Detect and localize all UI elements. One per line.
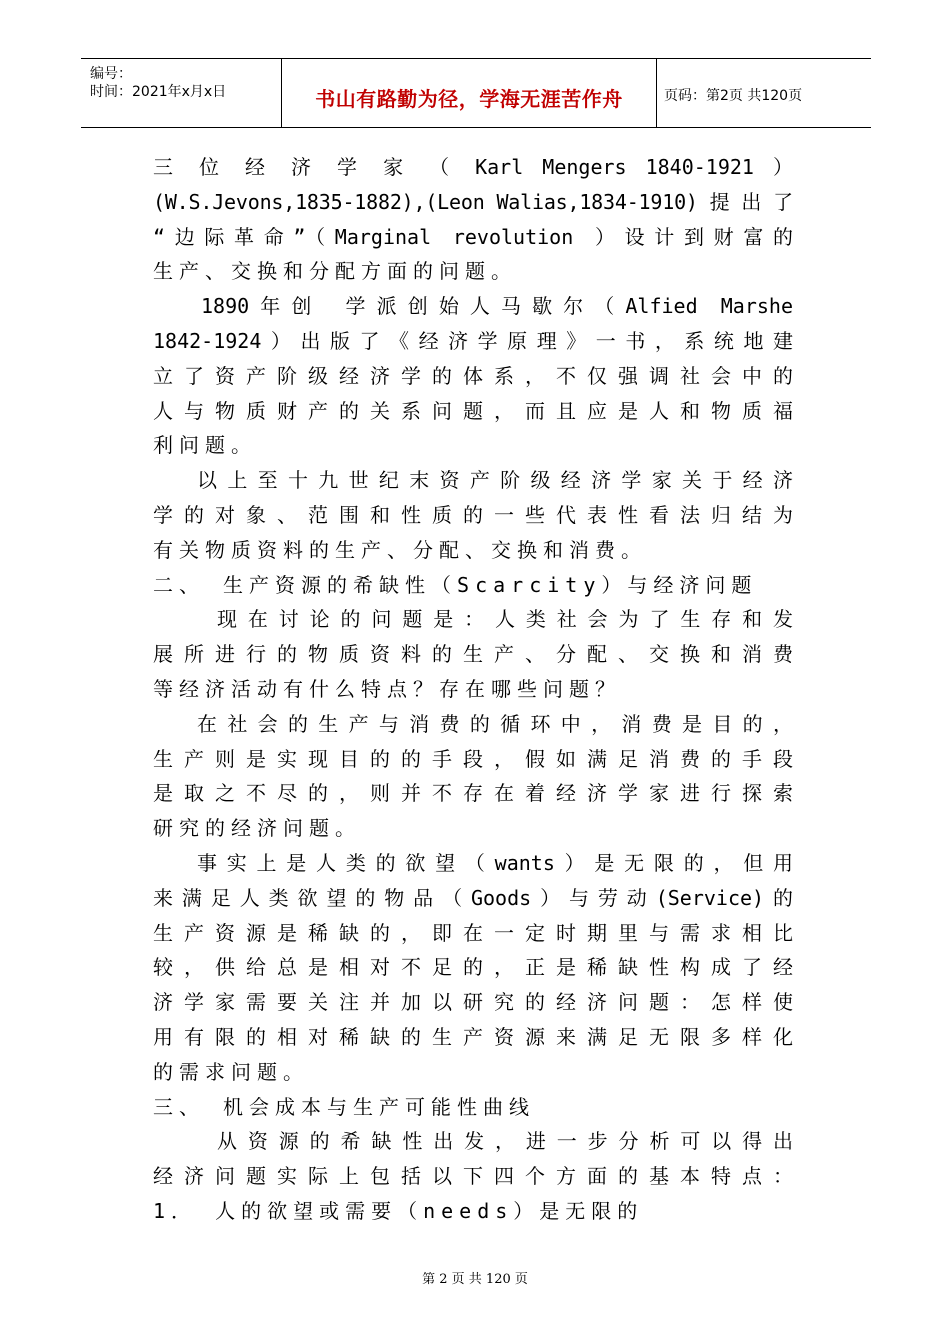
document-code-label: 编号： <box>90 66 132 82</box>
paragraph-line: 利问题。 <box>153 433 257 458</box>
paragraph-line: 现在讨论的问题是：人类社会为了生存和发 <box>217 607 793 632</box>
paragraph-line: 生产资源是稀缺的，即在一定时期里与需求相比 <box>153 920 793 945</box>
paragraph-line: 从资源的希缺性出发，进一步分析可以得出 <box>217 1129 793 1154</box>
paragraph-line: 事实上是人类的欲望（wants）是无限的，但用 <box>197 850 793 875</box>
section-heading-line: 三、 机会成本与生产可能性曲线 <box>153 1094 536 1119</box>
paragraph-line: 经济问题实际上包括以下四个方面的基本特点： <box>153 1164 793 1189</box>
paragraph-line: 人与物质财产的关系问题，而且应是人和物质福 <box>153 398 793 423</box>
paragraph-line: 学的对象、范围和性质的一些代表性看法归结为 <box>153 502 793 527</box>
header-motto-cell <box>281 59 657 127</box>
paragraph-line: 生产、交换和分配方面的问题。 <box>153 259 517 284</box>
paragraph-line: 1842-1924）出版了《经济学原理》一书，系统地建 <box>153 328 793 353</box>
header-meta-cell <box>81 59 281 127</box>
paragraph-line: 三 位 经 济 学 家 （ Karl Mengers 1840-1921 ） <box>153 155 793 179</box>
paragraph-line: “边际革命”（Marginal revolution ）设计到财富的 <box>153 224 793 249</box>
paragraph-line: 展所进行的物质资料的生产、分配、交换和消费 <box>153 642 793 667</box>
paragraph-line: 等经济活动有什么特点？存在哪些问题？ <box>153 676 621 701</box>
paragraph-line: 生产则是实现目的的手段，假如满足消费的手段 <box>153 746 793 771</box>
document-body <box>153 150 793 1229</box>
paragraph-line: 用有限的相对稀缺的生产资源来满足无限多样化 <box>153 1024 793 1049</box>
paragraph-line: 在社会的生产与消费的循环中，消费是目的， <box>197 711 793 736</box>
document-time-label: 时间：2021年x月x日 <box>90 84 227 100</box>
paragraph-line: 研究的经济问题。 <box>153 816 361 841</box>
paragraph-line: (W.S.Jevons,1835-1882),(Leon Walias,1834-1910) 提 出 了 <box>153 189 793 214</box>
section-heading-line: 二、 生产资源的希缺性（Scarcity）与经济问题 <box>153 572 758 597</box>
header-page-info: 页码：第2页 共120页 <box>664 88 803 104</box>
paragraph-line: 有关物质资料的生产、分配、交换和消费。 <box>153 537 647 562</box>
header-motto: 书山有路勤为径，学海无涯苦作舟 <box>315 87 623 111</box>
paragraph-line: 是取之不尽的，则并不存在着经济学家进行探索 <box>153 781 793 806</box>
paragraph-line: 立了资产阶级经济学的体系，不仅强调社会中的 <box>153 363 793 388</box>
header-page-cell <box>656 59 871 127</box>
paragraph-line: 1890年创 学派创始人马歇尔（Alfied Marshe <box>201 294 793 319</box>
paragraph-line: 济学家需要关注并加以研究的经济问题：怎样使 <box>153 990 793 1015</box>
paragraph-line: 1． 人的欲望或需要（needs）是无限的 <box>153 1198 644 1223</box>
paragraph-line: 的需求问题。 <box>153 1059 309 1084</box>
paragraph-line: 来满足人类欲望的物品（Goods）与劳动(Service)的 <box>153 885 793 910</box>
paragraph-line: 以上至十九世纪末资产阶级经济学家关于经济 <box>197 468 793 493</box>
page-footer: 第 2 页 共 120 页 <box>422 1272 528 1287</box>
document-header <box>81 58 871 128</box>
paragraph-line: 较，供给总是相对不足的，正是稀缺性构成了经 <box>153 955 793 980</box>
